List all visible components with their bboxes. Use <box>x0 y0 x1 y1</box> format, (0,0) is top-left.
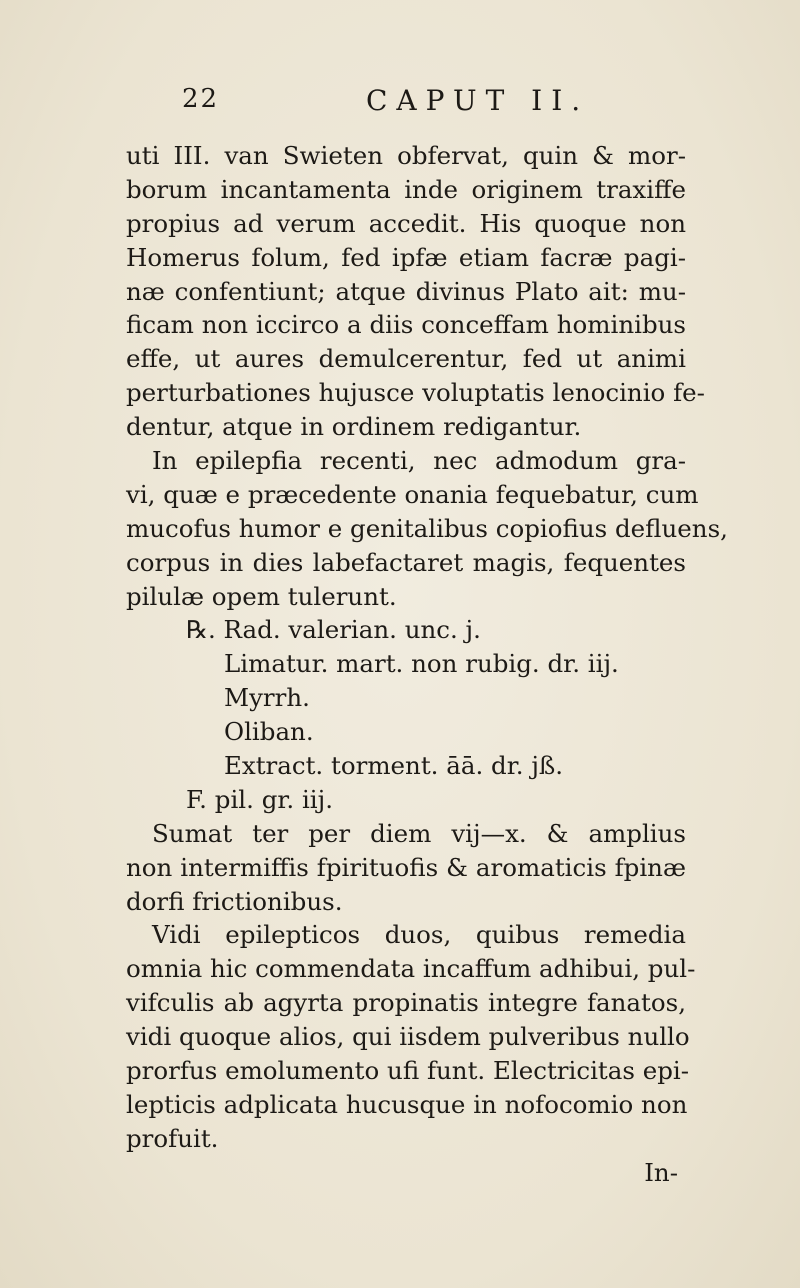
text-line: In epilepfia recenti, nec admodum gra- <box>152 446 686 476</box>
prescription-line: F. pil. gr. iij. <box>186 784 334 814</box>
text-line: Vidi epilepticos duos, quibus remedia <box>152 920 686 950</box>
body-text <box>126 139 728 1190</box>
text-line: Sumat ter per diem vij—x. & amplius <box>152 818 686 848</box>
text-line: lepticis adplicata hucusque in nofocomio non <box>126 1089 688 1119</box>
text-line: pilulæ opem tulerunt. <box>126 581 397 611</box>
catchword: In- <box>644 1157 678 1187</box>
text-line: omnia hic commendata incaffum adhibui, pul- <box>126 954 696 984</box>
text-line: ficam non iccirco a diis conceffam hominibus <box>126 310 686 340</box>
prescription-line: Myrrh. <box>224 683 310 713</box>
page-number: 22 <box>182 84 220 114</box>
text-line: vi, quæ e præcedente onania fequebatur, cum <box>126 479 699 509</box>
prescription-line: Limatur. mart. non rubig. dr. iij. <box>224 649 619 679</box>
text-line: vifculis ab agyrta propinatis integre fanatos, <box>126 988 686 1018</box>
text-line: profuit. <box>126 1123 219 1153</box>
text-line: dentur, atque in ordinem redigantur. <box>126 412 582 442</box>
text-line: dorfi frictionibus. <box>126 886 343 916</box>
text-line: effe, ut aures demulcerentur, fed ut animi <box>126 344 686 374</box>
text-line: uti III. van Swieten obfervat, quin & mor- <box>126 141 686 170</box>
running-head: CAPUT II. <box>366 84 590 117</box>
text-line: prorfus emolumento ufi funt. Electricitas epi- <box>126 1056 690 1086</box>
text-line: corpus in dies labefactaret magis, fequentes <box>126 547 686 577</box>
prescription-line: ℞. Rad. valerian. unc. j. <box>186 615 481 645</box>
text-line: borum incantamenta inde originem traxiffe <box>126 174 686 204</box>
page-header <box>0 84 800 124</box>
prescription-line: Extract. torment. āā. dr. jß. <box>224 751 564 781</box>
text-line: perturbationes hujusce voluptatis lenocinio fe- <box>126 378 705 408</box>
text-line: mucofus humor e genitalibus copiofius defluens, <box>126 513 728 543</box>
text-line: non intermiffis fpirituofis & aromaticis fpinæ <box>126 852 686 882</box>
prescription-line: Oliban. <box>224 717 314 747</box>
text-line: Homerus folum, fed ipfæ etiam facræ pagi- <box>126 242 686 272</box>
text-line: vidi quoque alios, qui iisdem pulveribus nullo <box>126 1022 690 1052</box>
text-line: næ confentiunt; atque divinus Plato ait: mu- <box>126 276 686 306</box>
text-line: propius ad verum accedit. His quoque non <box>126 208 686 238</box>
